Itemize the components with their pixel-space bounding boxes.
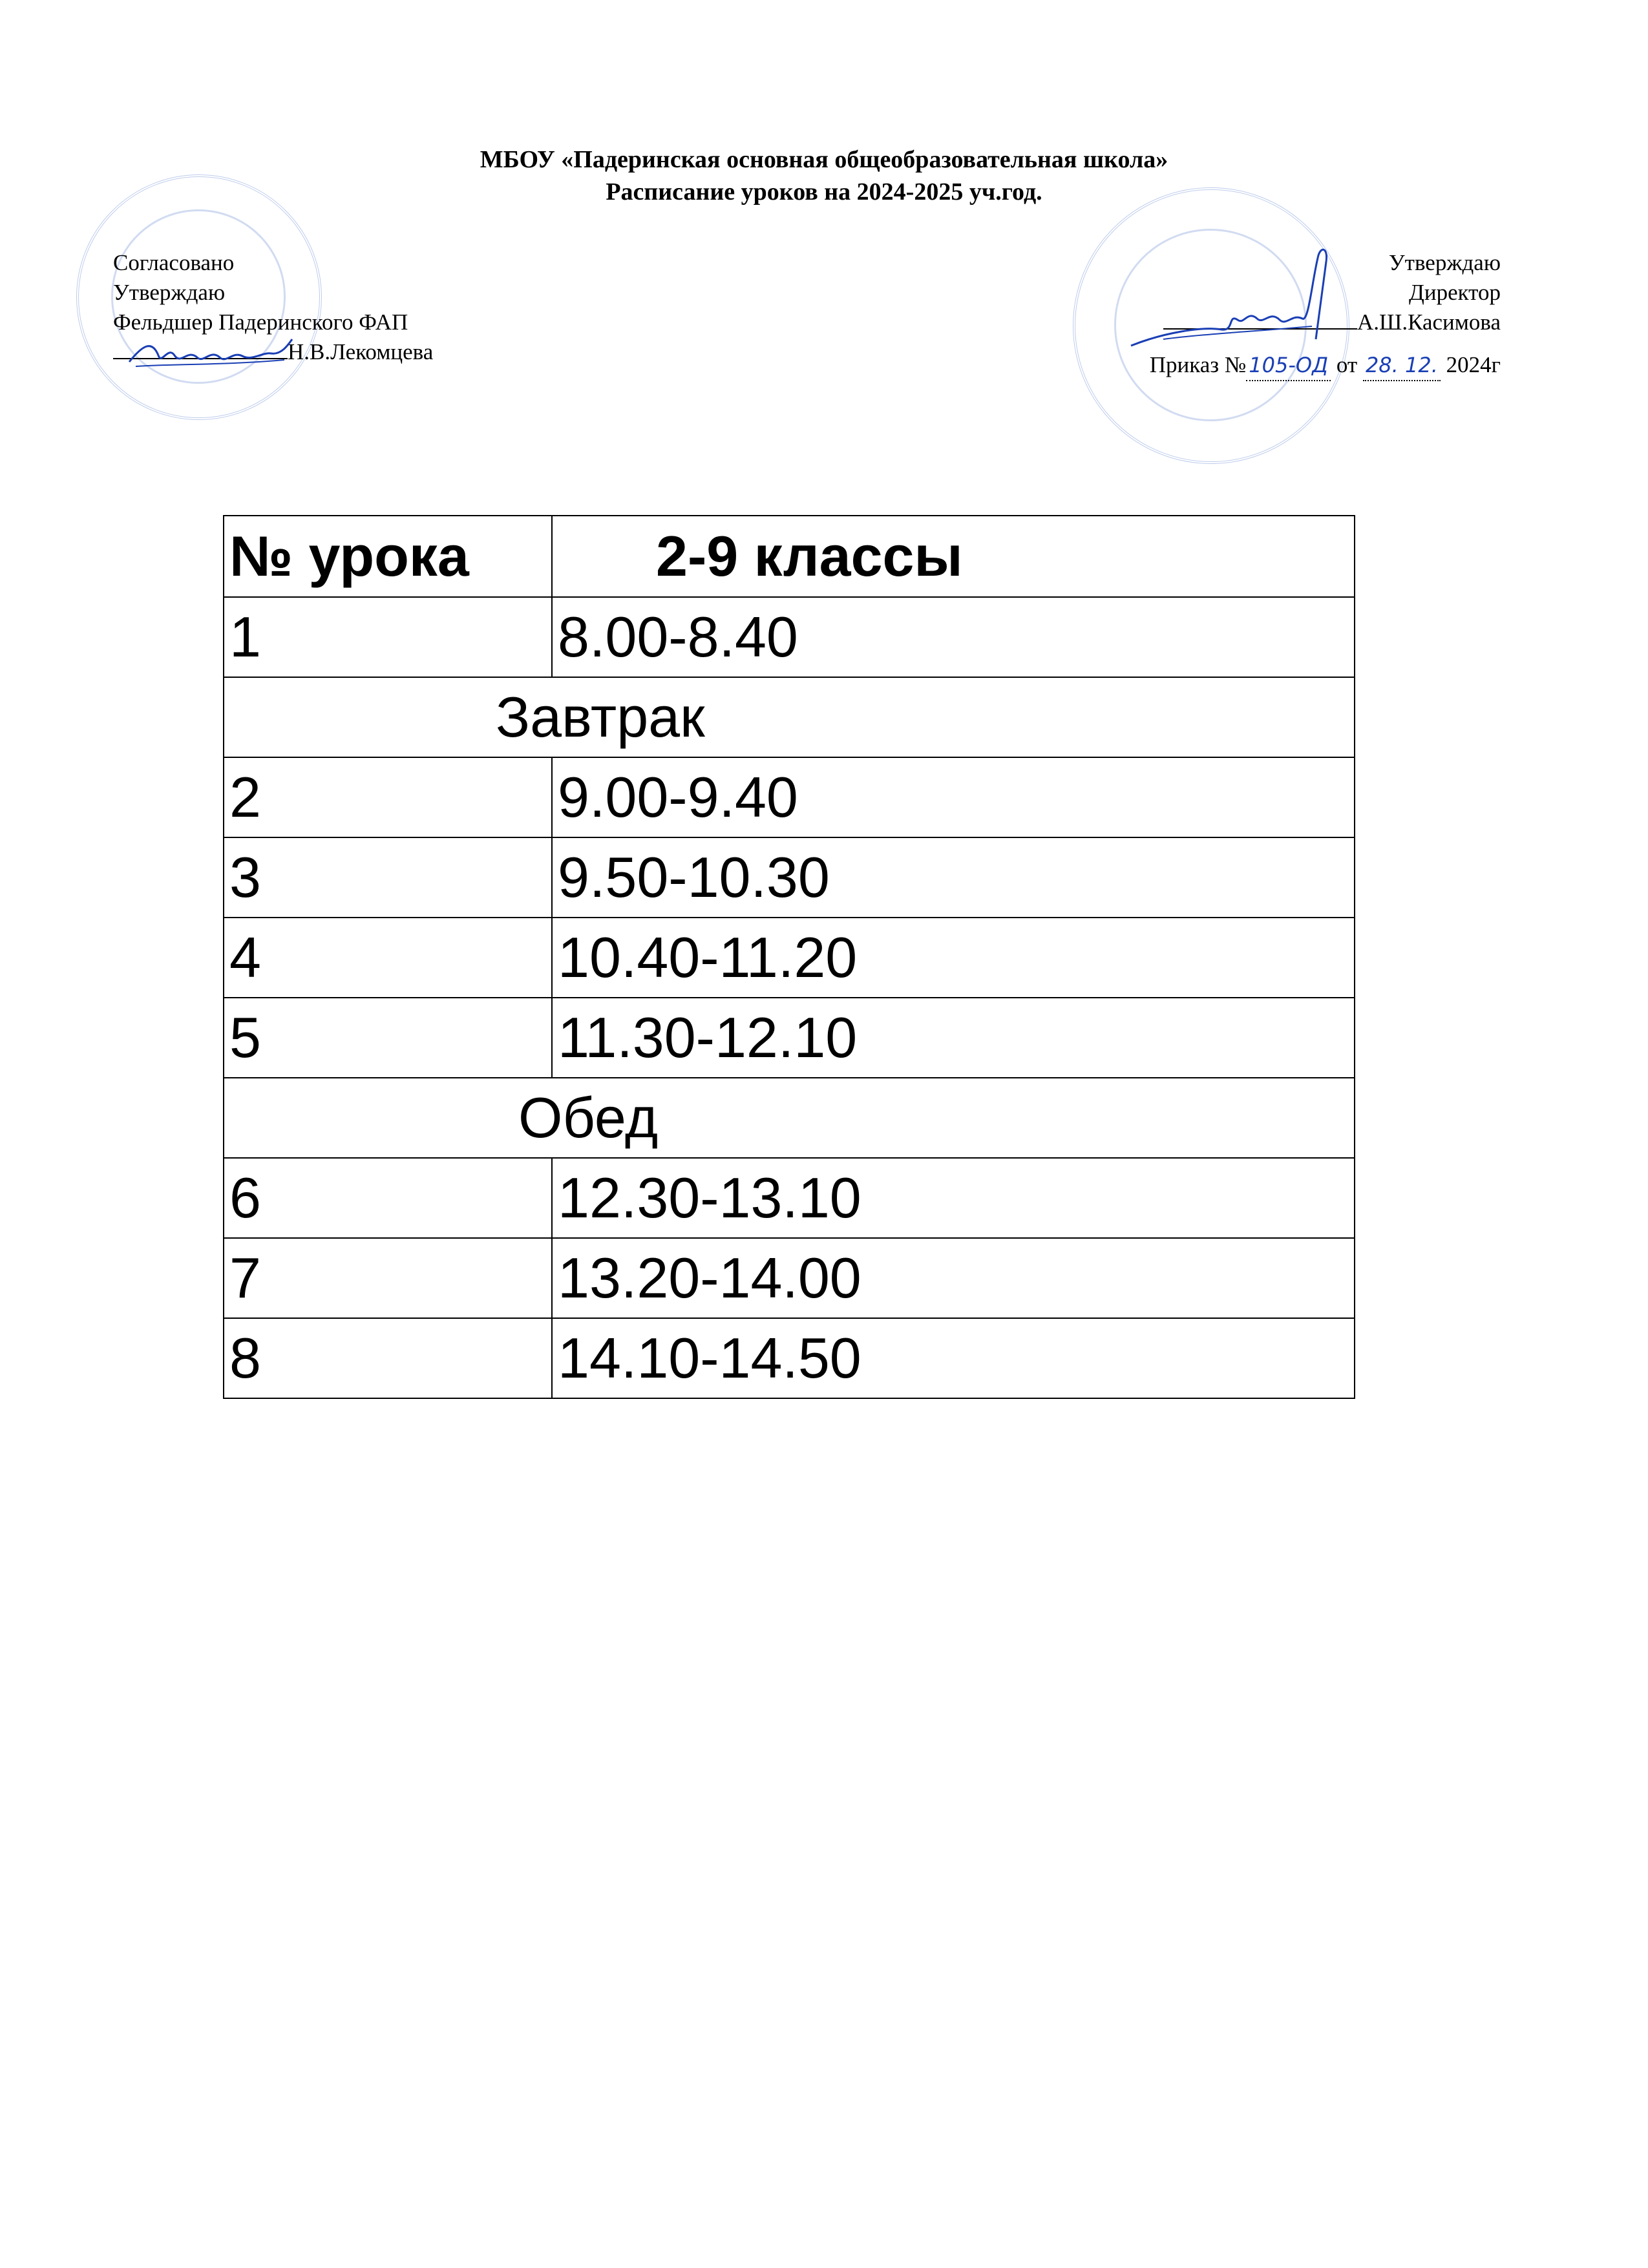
approval-left-name: Н.В.Лекомцева xyxy=(288,339,434,364)
table-row xyxy=(224,1238,1355,1318)
lesson-number: 3 xyxy=(224,837,552,918)
table-row xyxy=(224,998,1355,1078)
order-prefix: Приказ № xyxy=(1149,352,1247,377)
header-lesson-number: № урока xyxy=(224,516,552,597)
lesson-number: 1 xyxy=(224,597,552,677)
break-label: Завтрак xyxy=(224,677,1355,757)
break-label: Обед xyxy=(224,1078,1355,1158)
lesson-number: 5 xyxy=(224,998,552,1078)
order-number: 105-ОД xyxy=(1246,350,1331,381)
order-year: 2024г xyxy=(1446,352,1501,377)
header-classes: 2-9 классы xyxy=(552,516,1355,597)
approval-left-agreed: Согласовано xyxy=(113,250,235,275)
lesson-number: 2 xyxy=(224,757,552,837)
break-row xyxy=(224,1078,1355,1158)
lesson-time: 12.30-13.10 xyxy=(552,1158,1355,1238)
lesson-number: 7 xyxy=(224,1238,552,1318)
approval-right-position: Директор xyxy=(1408,280,1501,305)
lesson-time: 9.50-10.30 xyxy=(552,837,1355,918)
table-row xyxy=(224,1158,1355,1238)
schedule-title: Расписание уроков на 2024-2025 уч.год. xyxy=(606,178,1042,205)
approval-right-approve: Утверждаю xyxy=(1388,250,1501,275)
lesson-number: 4 xyxy=(224,918,552,998)
lesson-schedule-table xyxy=(223,515,1355,1399)
lesson-number: 6 xyxy=(224,1158,552,1238)
left-signature xyxy=(123,326,304,378)
lesson-time: 8.00-8.40 xyxy=(552,597,1355,677)
lesson-number: 8 xyxy=(224,1318,552,1398)
lesson-time: 10.40-11.20 xyxy=(552,918,1355,998)
lesson-time: 14.10-14.50 xyxy=(552,1318,1355,1398)
order-from: от xyxy=(1336,352,1358,377)
lesson-time: 11.30-12.10 xyxy=(552,998,1355,1078)
table-row xyxy=(224,1318,1355,1398)
table-row xyxy=(224,837,1355,918)
right-signature xyxy=(1125,242,1344,359)
school-name: МБОУ «Падеринская основная общеобразовательная школа» xyxy=(480,146,1168,173)
break-row xyxy=(224,677,1355,757)
approval-left-position: Фельдшер Падеринского ФАП xyxy=(113,310,408,335)
order-date: 28. 12. xyxy=(1363,350,1441,381)
table-header-row xyxy=(224,516,1355,597)
lesson-time: 13.20-14.00 xyxy=(552,1238,1355,1318)
approval-right-name: А.Ш.Касимова xyxy=(1357,310,1501,335)
approval-left-approve: Утверждаю xyxy=(113,280,226,305)
table-row xyxy=(224,918,1355,998)
document-header xyxy=(0,143,1648,208)
table-row xyxy=(224,597,1355,677)
lesson-time: 9.00-9.40 xyxy=(552,757,1355,837)
table-row xyxy=(224,757,1355,837)
